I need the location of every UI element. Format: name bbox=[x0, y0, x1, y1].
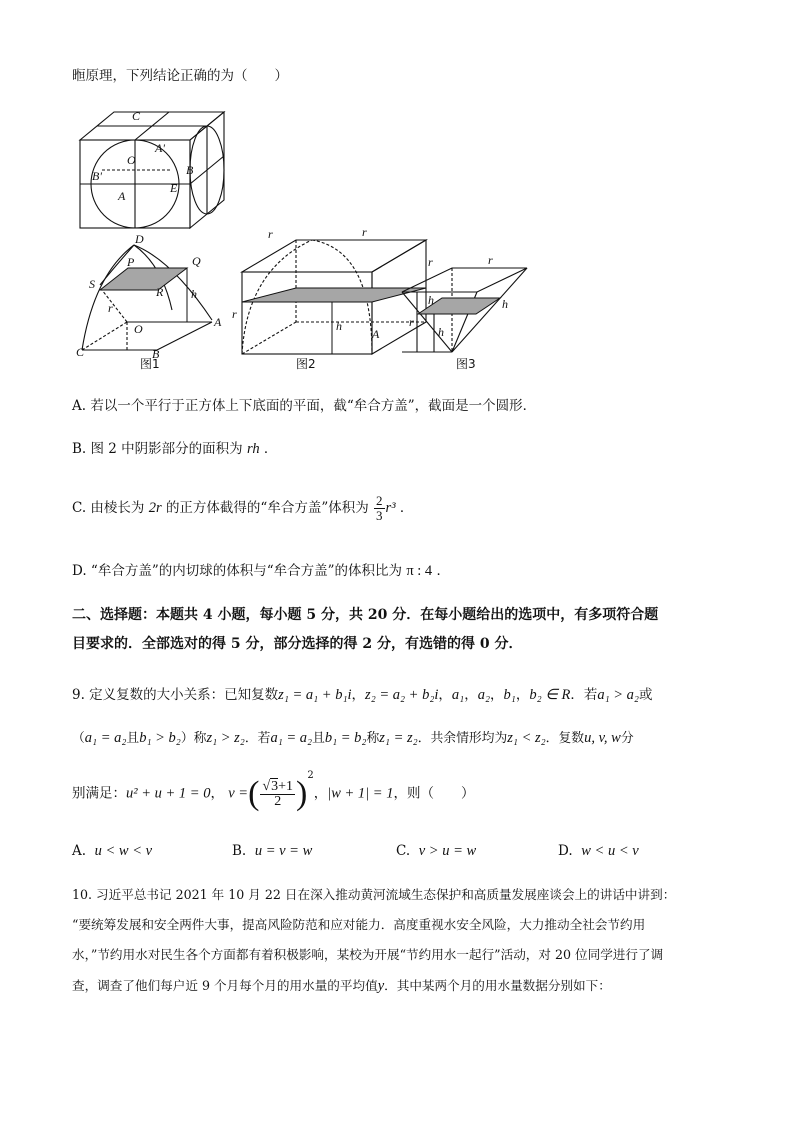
q9-line3: 别满足：u² + u + 1 = 0， v =( $\frac{√3+1}{2}$ )$^2$，|w + 1| = 1，则（ ） bbox=[72, 770, 475, 812]
svg-text:r: r bbox=[268, 227, 273, 241]
svg-text:r: r bbox=[409, 315, 414, 329]
svg-text:Q: Q bbox=[192, 254, 201, 268]
svg-text:R: R bbox=[156, 285, 164, 299]
caption-fig1: 图1 bbox=[140, 357, 160, 371]
svg-text:S: S bbox=[89, 277, 95, 291]
q9-option-c[interactable]: C. v > u = w bbox=[396, 843, 477, 859]
svg-text:r: r bbox=[362, 225, 367, 239]
q9-option-a[interactable]: A. u < w < v bbox=[72, 843, 153, 859]
svg-text:r: r bbox=[232, 307, 237, 321]
q10-line1: 10. 习近平总书记 2021 年 10 月 22 日在深入推动黄河流域生态保护和高质量发展座谈会上的讲话中讲到： bbox=[72, 887, 676, 902]
section-header-line1: 二、选择题：本题共 4 小题，每小题 5 分，共 20 分．在每小题给出的选项中，有多项符合题 bbox=[72, 607, 659, 623]
option-b[interactable]: B. 图 2 中阴影部分的面积为 rh ． bbox=[72, 441, 278, 457]
svg-text:h: h bbox=[428, 293, 434, 307]
fraction-sqrt3-plus-1-over-2: $\frac{√3+1}{2}$ bbox=[262, 778, 294, 809]
svg-text:A: A bbox=[372, 327, 380, 341]
svg-text:B: B bbox=[152, 347, 160, 361]
svg-text:P: P bbox=[127, 255, 135, 269]
svg-text:r: r bbox=[488, 253, 493, 267]
svg-text:h: h bbox=[191, 287, 197, 301]
svg-text:A: A bbox=[214, 315, 222, 329]
geometry-figure bbox=[72, 100, 542, 380]
svg-text:r: r bbox=[428, 255, 433, 269]
option-a[interactable]: A. 若以一个平行于正方体上下底面的平面，截“牟合方盖”，截面是一个圆形． bbox=[72, 398, 537, 414]
caption-fig3: 图3 bbox=[456, 357, 476, 371]
svg-text:A: A bbox=[118, 189, 126, 203]
svg-text:E: E bbox=[170, 181, 178, 195]
section-header-line2: 目要求的．全部选对的得 5 分，部分选择的得 2 分，有选错的得 0 分． bbox=[72, 636, 523, 652]
svg-text:A': A' bbox=[155, 141, 165, 155]
svg-text:r: r bbox=[108, 301, 113, 315]
q10-line2: “要统筹发展和安全两件大事，提高风险防范和应对能力．高度重视水安全风险，大力推动全社会节约用 bbox=[72, 917, 646, 932]
svg-text:B': B' bbox=[92, 169, 102, 183]
fraction-two-thirds: $\frac{2}{3}$ bbox=[376, 493, 383, 523]
q10-line4: 查，调查了他们每户近 9 个月每个月的用水量的平均值y．其中某两个月的用水量数据分别如下： bbox=[72, 978, 611, 994]
q9-option-b[interactable]: B. u = v = w bbox=[232, 843, 313, 859]
svg-text:h: h bbox=[502, 297, 508, 311]
svg-text:C: C bbox=[76, 345, 85, 359]
svg-text:h: h bbox=[336, 319, 342, 333]
question-intro: 暅原理，下列结论正确的为（ ） bbox=[72, 68, 288, 84]
caption-fig2: 图2 bbox=[296, 357, 316, 371]
q10-line3: 水，”节约用水对民生各个方面都有着积极影响，某校为开展“节约用水一起行”活动，对 20 位同学进行了调 bbox=[72, 947, 664, 962]
svg-text:B: B bbox=[186, 163, 194, 177]
option-d[interactable]: D. “牟合方盖”的内切球的体积与“牟合方盖”的体积比为 π : 4 ． bbox=[72, 563, 450, 579]
q9-option-d[interactable]: D. w < u < v bbox=[558, 843, 639, 859]
svg-text:O: O bbox=[127, 153, 136, 167]
cube-label-c: C bbox=[132, 109, 141, 123]
q9-line1: 9. 定义复数的大小关系：已知复数z₁ = a₁ + b₁i，z₂ = a₂ + b₂i，a₁，a₂，b₁，b₂ ∈ R．若a₁ > a₂或 bbox=[72, 687, 653, 703]
svg-text:O: O bbox=[134, 322, 143, 336]
svg-text:h: h bbox=[438, 325, 444, 339]
svg-text:D: D bbox=[135, 232, 144, 246]
option-c[interactable]: C. 由棱长为 2r 的正方体截得的“牟合方盖”体积为 $\frac{2}{3}$ r³ ． bbox=[72, 493, 414, 523]
q9-line2: （a₁ = a₂且b₁ > b₂）称z₁ > z₂．若a₁ = a₂且b₁ = b₂称z₁ = z₂．共余情形均为z₁ < z₂．复数u, v, w分 bbox=[72, 730, 634, 746]
